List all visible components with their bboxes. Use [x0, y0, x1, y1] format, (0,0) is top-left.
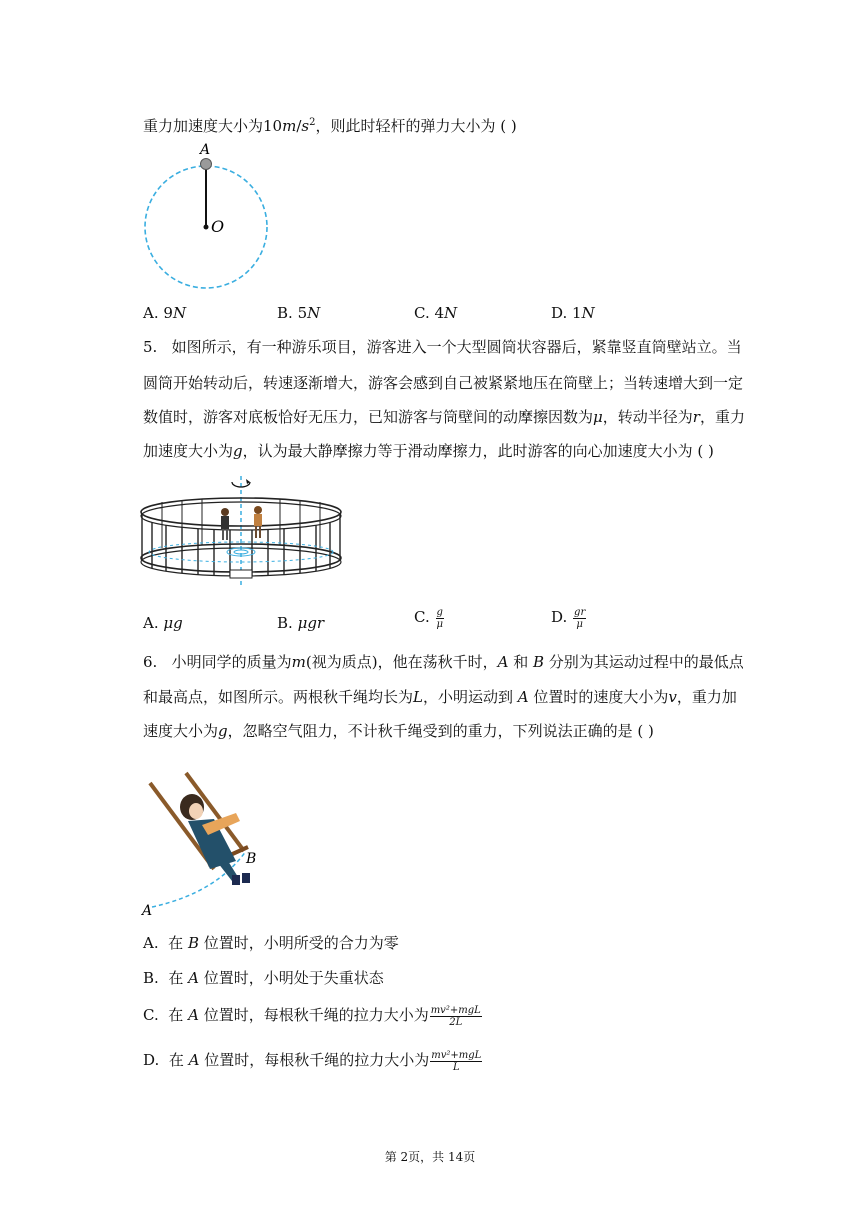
q4-rod-circle-figure [138, 140, 278, 295]
q6-stem-line2: 和最高点，如图所示。两根秋千绳均长为L，小明运动到 A 位置时的速度大小为v，重力加 [143, 688, 737, 706]
q5-option-a[interactable]: A. μg [143, 614, 183, 632]
label-A: A [200, 142, 211, 158]
fraction: $\frac{\text{mv²+mgL}}{2L}$ [430, 1004, 481, 1028]
cylinder-bars [142, 499, 340, 576]
q4-option-c[interactable]: C. 4N [414, 304, 458, 322]
q5-number: 5. [143, 338, 158, 356]
q5-rotating-cylinder-figure [138, 472, 350, 590]
label-O: O [211, 217, 225, 236]
q6-number: 6. [143, 653, 158, 671]
fraction: $\frac{\text{mv²+mgL}}{L}$ [431, 1049, 482, 1073]
q5-option-c[interactable]: C. $\frac{g}{\mu}$ [414, 606, 443, 630]
ball-A [201, 159, 212, 170]
visitor-2 [254, 506, 262, 538]
floor-outline [149, 542, 333, 562]
q6-option-d[interactable]: D. 在 A 位置时，每根秋千绳的拉力大小为 $\frac{\text{mv²+mgL}}{L}$ [143, 1049, 482, 1073]
q6-option-a[interactable]: A. 在 B 位置时，小明所受的合力为零 [143, 934, 399, 952]
visitor-1 [221, 508, 229, 540]
fraction: $\frac{gr}{\mu}$ [574, 606, 586, 630]
q5-option-d[interactable]: D. $\frac{gr}{\mu}$ [551, 606, 586, 630]
q6-stem-line3: 速度大小为g，忽略空气阻力，不计秋千绳受到的重力，下列说法正确的是 ( ) [143, 722, 654, 740]
page-footer: 第 2页，共 14页 [384, 1150, 476, 1164]
q4-option-d[interactable]: D. 1N [551, 304, 595, 322]
q5-stem-line1: 5. 如图所示，有一种游乐项目，游客进入一个大型圆筒状容器后，紧靠竖直筒壁站立。当 [143, 338, 742, 356]
label-B: B [246, 851, 257, 867]
q5-option-b[interactable]: B. μgr [277, 614, 325, 632]
q4-stem: 重力加速度大小为$10m/s^2$，则此时轻杆的弹力大小为 ( ) [143, 117, 517, 135]
door [230, 570, 252, 578]
fraction: $\frac{g}{\mu}$ [436, 606, 443, 630]
q6-option-c[interactable]: C. 在 A 位置时，每根秋千绳的拉力大小为 $\frac{\text{mv²+mgL}}{2L}$ [143, 1004, 481, 1028]
q5-stem-line3: 数值时，游客对底板恰好无压力，已知游客与筒壁间的动摩擦因数为μ，转动半径为r，重力 [143, 408, 745, 426]
q5-stem-line4: 加速度大小为g，认为最大静摩擦力等于滑动摩擦力，此时游客的向心加速度大小为 ( ) [143, 442, 714, 460]
label-A: A [142, 903, 153, 919]
q6-swing-figure [136, 765, 276, 920]
q5-stem-line2: 圆筒开始转动后，转速逐渐增大，游客会感到自己被紧紧地压在筒壁上；当转速增大到一定 [143, 374, 744, 392]
q6-option-b[interactable]: B. 在 A 位置时，小明处于失重状态 [143, 969, 384, 987]
q4-option-b[interactable]: B. 5N [277, 304, 321, 322]
center-point [204, 225, 209, 230]
q6-stem-line1: 6. 小明同学的质量为m(视为质点)，他在荡秋千时，A 和 B 分别为其运动过程中的最低点 [143, 653, 744, 671]
q4-option-a[interactable]: A. 9N [143, 304, 187, 322]
